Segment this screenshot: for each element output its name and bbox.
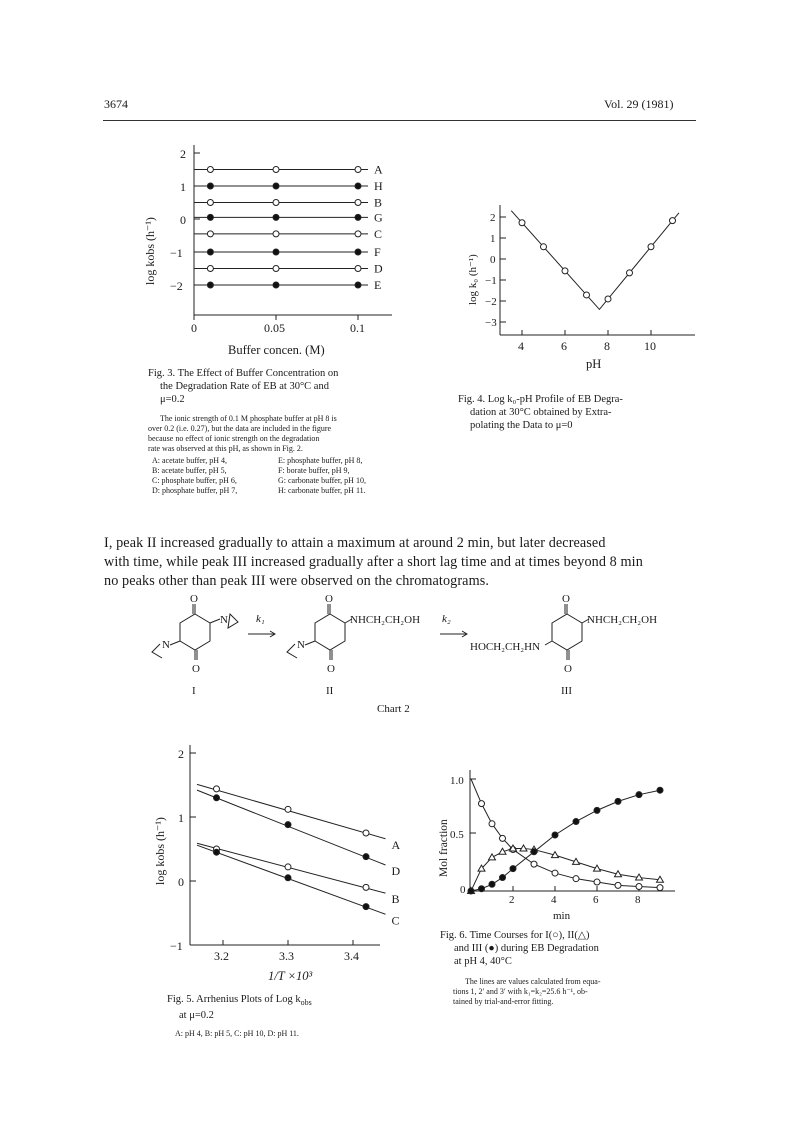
fig5-caption-text: Fig. 5. Arrhenius Plots of Log k xyxy=(167,994,301,1005)
fig6-caption xyxy=(440,929,690,968)
fig5-fit-line xyxy=(197,790,386,865)
fig4-y-tick-label: 2 xyxy=(490,212,496,224)
fig6-x-tick-label: 6 xyxy=(593,894,599,906)
atom-o: O xyxy=(564,663,572,675)
fig5-series-label: B xyxy=(391,892,400,907)
fig5-data-point xyxy=(363,854,369,860)
fig3-caption-line: μ=0.2 xyxy=(160,394,185,405)
fig6-chart xyxy=(425,765,685,925)
fig5-caption-subscript: obs xyxy=(300,998,312,1008)
fig3-data-point xyxy=(207,249,213,255)
fig3-data-point xyxy=(273,249,279,255)
body-line: no peaks other than peak III were observed on the chromatograms. xyxy=(104,573,489,589)
fig6-y-tick-label: 1.0 xyxy=(450,775,464,787)
fig3-legend-entry: G: carbonate buffer, pH 10, xyxy=(278,476,366,485)
fig6-data-point xyxy=(500,875,506,881)
page-number: 3674 xyxy=(104,97,128,111)
fig4-y-tick-label: −3 xyxy=(485,317,497,329)
fig5-y-tick-label: −1 xyxy=(170,939,183,953)
fig3-y-label: log kobs (h⁻¹) xyxy=(143,217,157,285)
fig3-data-point xyxy=(273,231,279,237)
fig4-data-point xyxy=(541,244,547,250)
fig3-y-tick-label: 0 xyxy=(180,213,186,227)
fig4-data-point xyxy=(605,296,611,302)
fig5-data-point xyxy=(363,830,369,836)
fig3-note-line: because no effect of ionic strength on the degradation xyxy=(148,434,320,443)
fig3-x-label: Buffer concen. (M) xyxy=(228,343,325,357)
fig3-data-point xyxy=(355,282,361,288)
body-line: I, peak II increased gradually to attain a maximum at around 2 min, but later decreased xyxy=(104,535,606,551)
fig5-x-tick-label: 3.3 xyxy=(279,949,294,963)
fig3-data-point xyxy=(207,167,213,173)
atom-o: O xyxy=(325,593,333,605)
fig4-y-label: log k₀ (h⁻¹) xyxy=(467,254,479,305)
fig3-data-point xyxy=(355,167,361,173)
fig3-series-label: G xyxy=(374,210,383,225)
body-line: with time, while peak III increased gradually after a short lag time and at times beyond 8 min xyxy=(104,554,643,570)
fig4-marks xyxy=(511,211,679,310)
fig4-x-label: pH xyxy=(586,357,602,371)
fig5-data-point xyxy=(363,884,369,890)
compound-ii-structure xyxy=(287,604,352,660)
fig6-data-point xyxy=(489,881,495,887)
fig5-caption-line xyxy=(167,993,397,1009)
fig4-caption-line: Fig. 4. Log k₀-pH Profile of EB Degra- xyxy=(458,394,623,405)
fig6-x-ticks xyxy=(509,886,641,906)
fig3-x-tick-label: 0 xyxy=(191,321,197,335)
fig6-x-tick-label: 2 xyxy=(509,894,515,906)
fig6-data-point xyxy=(573,876,579,882)
atom-o: O xyxy=(190,593,198,605)
fig3-legend-entry: C: phosphate buffer, pH 6, xyxy=(152,476,237,485)
atom-n: N xyxy=(297,639,305,651)
fig3-x-ticks xyxy=(191,315,365,335)
compound-label-iii: III xyxy=(561,685,572,697)
fig4-y-tick-label: 1 xyxy=(490,233,496,245)
fig6-caption-line: and III (●) during EB Degradation xyxy=(454,943,599,954)
fig5-y-tick-label: 2 xyxy=(178,747,184,761)
fig5-y-ticks xyxy=(170,747,196,953)
fig6-caption-line: Fig. 6. Time Courses for I(○), II(△) xyxy=(440,930,590,941)
fig3-series-label: F xyxy=(374,245,381,259)
fig3-series-label: A xyxy=(374,162,383,177)
fig6-note xyxy=(453,977,693,1007)
fig3-legend-row xyxy=(148,456,418,466)
fig6-data-point xyxy=(531,861,537,867)
fig3-data-point xyxy=(273,282,279,288)
fig6-data-point xyxy=(615,798,621,804)
fig5-caption xyxy=(167,993,397,1022)
fig3-series-label: E xyxy=(374,278,382,292)
fig4-y-tick-label: −2 xyxy=(485,296,497,308)
fig6-data-point xyxy=(489,854,496,860)
fig4-data-point xyxy=(584,292,590,298)
substituent-label: NHCH₂CH₂OH xyxy=(587,614,658,626)
fig3-note-line: over 0.2 (i.e. 0.27), but the data are included in the figure xyxy=(148,424,332,433)
fig6-note-line: The lines are values calculated from equa- xyxy=(465,977,601,986)
fig3-legend-row xyxy=(148,486,418,496)
fig5-series-label: D xyxy=(391,864,400,878)
substituent-label: NHCH₂CH₂OH xyxy=(350,614,421,626)
fig6-data-point xyxy=(489,821,495,827)
fig5-x-tick-label: 3.2 xyxy=(214,949,229,963)
fig3-data-point xyxy=(273,183,279,189)
fig4-y-ticks xyxy=(485,212,506,329)
fig6-data-point xyxy=(657,787,663,793)
fig5-data-point xyxy=(214,795,220,801)
fig3-y-tick-label: −1 xyxy=(170,246,183,260)
fig4-y-tick-label: −1 xyxy=(485,275,497,287)
fig5-marks xyxy=(197,784,400,927)
fig6-y-ticks xyxy=(450,775,476,896)
fig6-y-tick-label: 0.5 xyxy=(450,829,464,841)
chart2-label: Chart 2 xyxy=(377,703,410,715)
fig3-data-point xyxy=(207,183,213,189)
fig5-x-tick-label: 3.4 xyxy=(344,949,359,963)
compound-label-i: I xyxy=(192,685,196,697)
atom-o: O xyxy=(327,663,335,675)
compound-label-ii: II xyxy=(326,685,334,697)
fig6-data-point xyxy=(573,819,579,825)
fig6-series-line xyxy=(471,779,660,888)
fig5-data-point xyxy=(363,904,369,910)
substituent-label-left: HOCH₂CH₂HN xyxy=(470,641,541,653)
atom-o: O xyxy=(562,593,570,605)
fig5-chart xyxy=(140,735,400,985)
fig5-y-tick-label: 0 xyxy=(178,875,184,889)
fig5-data-point xyxy=(285,864,291,870)
fig3-data-point xyxy=(355,200,361,206)
fig4-data-point xyxy=(562,268,568,274)
fig5-y-tick-label: 1 xyxy=(178,811,184,825)
fig4-x-tick-label: 6 xyxy=(561,339,567,353)
fig6-data-point xyxy=(552,870,558,876)
fig4-x-ticks xyxy=(518,330,656,353)
fig3-data-point xyxy=(207,266,213,272)
fig3-caption-line: Fig. 3. The Effect of Buffer Concentration on xyxy=(148,368,339,379)
fig5-data-point xyxy=(285,875,291,881)
fig3-data-point xyxy=(207,282,213,288)
fig3-data-point xyxy=(355,183,361,189)
rate-constant-k2: k₂ xyxy=(442,613,451,625)
fig3-series-label: D xyxy=(374,261,383,276)
fig4-x-tick-label: 4 xyxy=(518,339,524,353)
fig4-data-point xyxy=(648,244,654,250)
fig3-data-point xyxy=(273,167,279,173)
fig5-caption-line: at μ=0.2 xyxy=(179,1010,214,1022)
fig3-x-tick-label: 0.05 xyxy=(264,321,285,335)
fig6-data-point xyxy=(500,835,506,841)
fig6-x-tick-label: 4 xyxy=(551,894,557,906)
fig3-data-point xyxy=(207,214,213,220)
fig5-legend: A: pH 4, B: pH 5, C: pH 10, D: pH 11. xyxy=(175,1029,299,1038)
fig3-series-label: B xyxy=(374,195,383,210)
fig4-data-point xyxy=(519,220,525,226)
fig4-fit-line xyxy=(511,211,679,310)
compound-iii-structure xyxy=(545,604,589,660)
fig6-data-point xyxy=(510,866,516,872)
fig3-legend-entry: A: acetate buffer, pH 4, xyxy=(152,456,228,465)
fig3-x-tick-label: 0.1 xyxy=(350,321,365,335)
fig6-data-point xyxy=(594,807,600,813)
fig4-caption xyxy=(458,393,708,432)
body-paragraph xyxy=(104,534,704,591)
fig5-data-point xyxy=(214,786,220,792)
fig4-x-tick-label: 8 xyxy=(604,339,610,353)
fig5-x-label: 1/T ×10³ xyxy=(268,969,313,983)
fig3-data-point xyxy=(355,266,361,272)
fig3-note-line: rate was observed at this pH, as shown in Fig. 2. xyxy=(148,444,303,453)
fig3-legend-entry: B: acetate buffer, pH 5, xyxy=(152,466,227,475)
fig6-note-line: tained by trial-and-error fitting. xyxy=(453,997,554,1006)
fig3-y-tick-label: −2 xyxy=(170,279,183,293)
fig3-y-tick-label: 1 xyxy=(180,180,186,194)
fig6-marks xyxy=(468,779,664,894)
fig6-caption-line: at pH 4, 40°C xyxy=(454,956,512,967)
fig5-data-point xyxy=(214,849,220,855)
fig5-fit-line xyxy=(197,784,386,838)
fig3-data-point xyxy=(273,200,279,206)
fig3-series-label: H xyxy=(374,179,383,193)
fig4-x-tick-label: 10 xyxy=(644,339,656,353)
fig3-data-point xyxy=(273,214,279,220)
atom-n: N xyxy=(162,639,170,651)
fig6-data-point xyxy=(531,849,537,855)
fig3-legend-entry: E: phosphate buffer, pH 8, xyxy=(278,456,363,465)
fig3-legend-entry: H: carbonate buffer, pH 11. xyxy=(278,486,366,495)
fig3-data-point xyxy=(355,249,361,255)
fig3-y-ticks xyxy=(170,147,200,293)
fig3-data-point xyxy=(207,200,213,206)
fig6-x-tick-label: 8 xyxy=(635,894,641,906)
fig6-data-point xyxy=(615,882,621,888)
fig6-y-label: Mol fraction xyxy=(438,819,450,877)
fig6-x-label: min xyxy=(553,910,571,922)
fig5-y-label: log kobs (h⁻¹) xyxy=(153,817,167,885)
fig4-data-point xyxy=(627,270,633,276)
fig3-caption-line: the Degradation Rate of EB at 30°C and xyxy=(160,381,329,392)
fig3-legend-row xyxy=(148,476,418,486)
fig4-caption-line: polating the Data to μ=0 xyxy=(470,420,573,431)
fig4-data-point xyxy=(670,218,676,224)
fig3-data-point xyxy=(207,231,213,237)
fig3-data-point xyxy=(355,214,361,220)
fig6-data-point xyxy=(657,885,663,891)
fig4-y-tick-label: 0 xyxy=(490,254,496,266)
fig3-note-line: The ionic strength of 0.1 M phosphate buffer at pH 8 is xyxy=(160,414,337,423)
fig3-data-point xyxy=(355,231,361,237)
fig3-marks xyxy=(194,163,383,293)
chart2-scheme xyxy=(140,592,700,712)
fig6-data-point xyxy=(636,792,642,798)
fig5-series-label: C xyxy=(391,913,400,928)
fig3-note xyxy=(148,414,418,454)
fig6-data-point xyxy=(479,886,485,892)
fig6-series-line xyxy=(471,848,660,891)
header-rule xyxy=(103,120,696,121)
fig3-legend-entry: D: phosphate buffer, pH 7, xyxy=(152,486,238,495)
compound-i-structure xyxy=(152,604,238,660)
fig5-data-point xyxy=(285,806,291,812)
fig3-legend-entry: F: borate buffer, pH 9, xyxy=(278,466,350,475)
fig5-x-ticks xyxy=(214,940,359,963)
fig6-data-point xyxy=(594,879,600,885)
atom-o: O xyxy=(192,663,200,675)
fig3-y-tick-label: 2 xyxy=(180,147,186,161)
fig6-note-line: tions 1, 2′ and 3′ with k₁=k₂=25.6 h⁻¹, ob- xyxy=(453,987,588,996)
rate-constant-k1: k₁ xyxy=(256,613,265,625)
fig3-legend-row xyxy=(148,466,418,476)
fig4-caption-line: dation at 30°C obtained by Extra- xyxy=(470,407,612,418)
fig6-data-point xyxy=(479,801,485,807)
fig3-series-label: C xyxy=(374,226,383,241)
fig6-data-point xyxy=(468,888,474,894)
fig6-data-point xyxy=(552,832,558,838)
atom-n: N xyxy=(220,614,228,626)
fig5-series-label: A xyxy=(391,837,400,852)
fig3-caption xyxy=(148,367,418,406)
fig3-data-point xyxy=(273,266,279,272)
fig3-chart xyxy=(130,135,420,365)
fig5-fit-line xyxy=(197,845,386,914)
fig3-legend xyxy=(148,456,418,496)
fig5-data-point xyxy=(285,822,291,828)
journal-volume: Vol. 29 (1981) xyxy=(604,97,674,111)
fig6-y-tick-label: 0 xyxy=(460,884,466,896)
fig6-data-point xyxy=(636,884,642,890)
fig4-chart xyxy=(450,200,700,380)
